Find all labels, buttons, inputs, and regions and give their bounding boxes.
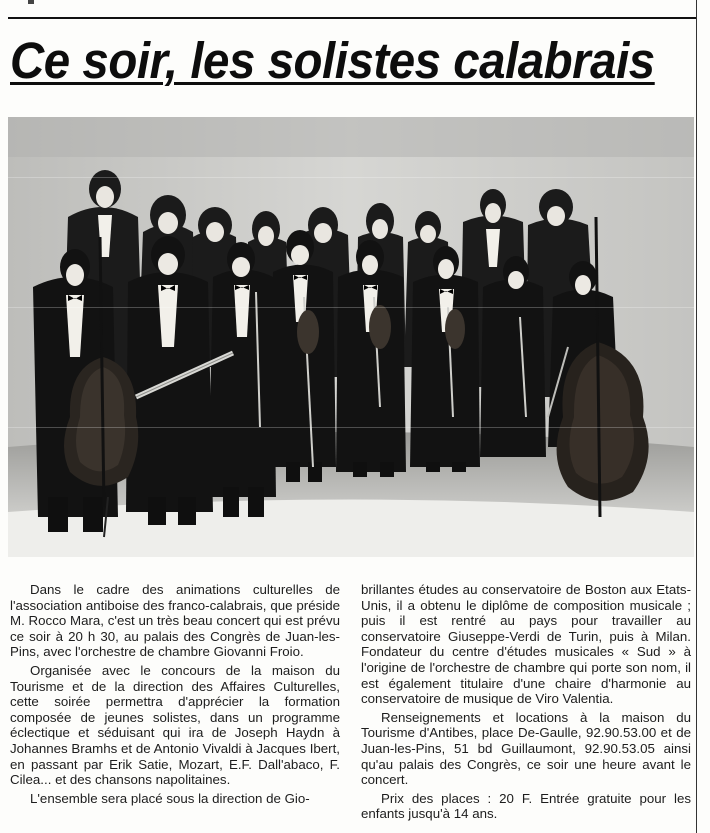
article-paragraph: Organisée avec le concours de la maison du Tourisme et de la direction des Affaires Culturelles, cette soirée permettra d'apprécier la formation composée de jeunes solistes, dans un programme éclectique et séduisant qui ira de Joseph Haydn à Johannes Bramhs et de Antonio Vivaldi à Jacques Ibert, en passant par Erik Satie, Mozart, E.F. Dall'abaco, F. Cilea... et des chansons napolitaines. (10, 662, 340, 788)
orchestra-photo-graphic (8, 117, 694, 557)
right-column-rule (696, 0, 697, 833)
article-headline: Ce soir, les solistes calabrais (10, 32, 655, 89)
top-rule (8, 17, 696, 19)
article-paragraph: Renseignements et locations à la maison du Tourisme d'Antibes, place De-Gaulle, 92.90.53.00 et de Juan-les-Pins, 51 bd Guillaumont, 92.90.53.05 ainsi qu'au palais des Congrès, ce soir une heure avant le concert. (361, 709, 691, 788)
article-paragraph: Dans le cadre des animations culturelles de l'association antiboise des franco-calabrais, que préside M. Rocco Mara, c'est un très beau concert qui est prévu ce soir à 20 h 30, au palais des Congrès de Juan-les-Pins, avec l'orchestre de chambre Giovanni Froio. (10, 582, 340, 660)
orchestra-photo (8, 117, 694, 557)
article-left-column (10, 582, 340, 809)
article-right-column (361, 582, 691, 825)
scan-mark (28, 0, 34, 4)
article-paragraph: Prix des places : 20 F. Entrée gratuite pour les enfants jusqu'à 14 ans. (361, 790, 691, 822)
article-paragraph: L'ensemble sera placé sous la direction de Gio- (30, 790, 310, 806)
article-paragraph: brillantes études au conservatoire de Boston aux Etats-Unis, il a obtenu le diplôme de composition musicale ; puis il est rentré au pays pour travailler au conservatoire Giuseppe-Verdi de Turin, puis à Milan. Fondateur du centre d'études musicales « Sud » à l'origine de l'orchestre de chambre qui porte son nom, il est également titulaire d'une chaire d'harmonie au conservatoire de musique de Viro Valentia. (361, 582, 691, 707)
